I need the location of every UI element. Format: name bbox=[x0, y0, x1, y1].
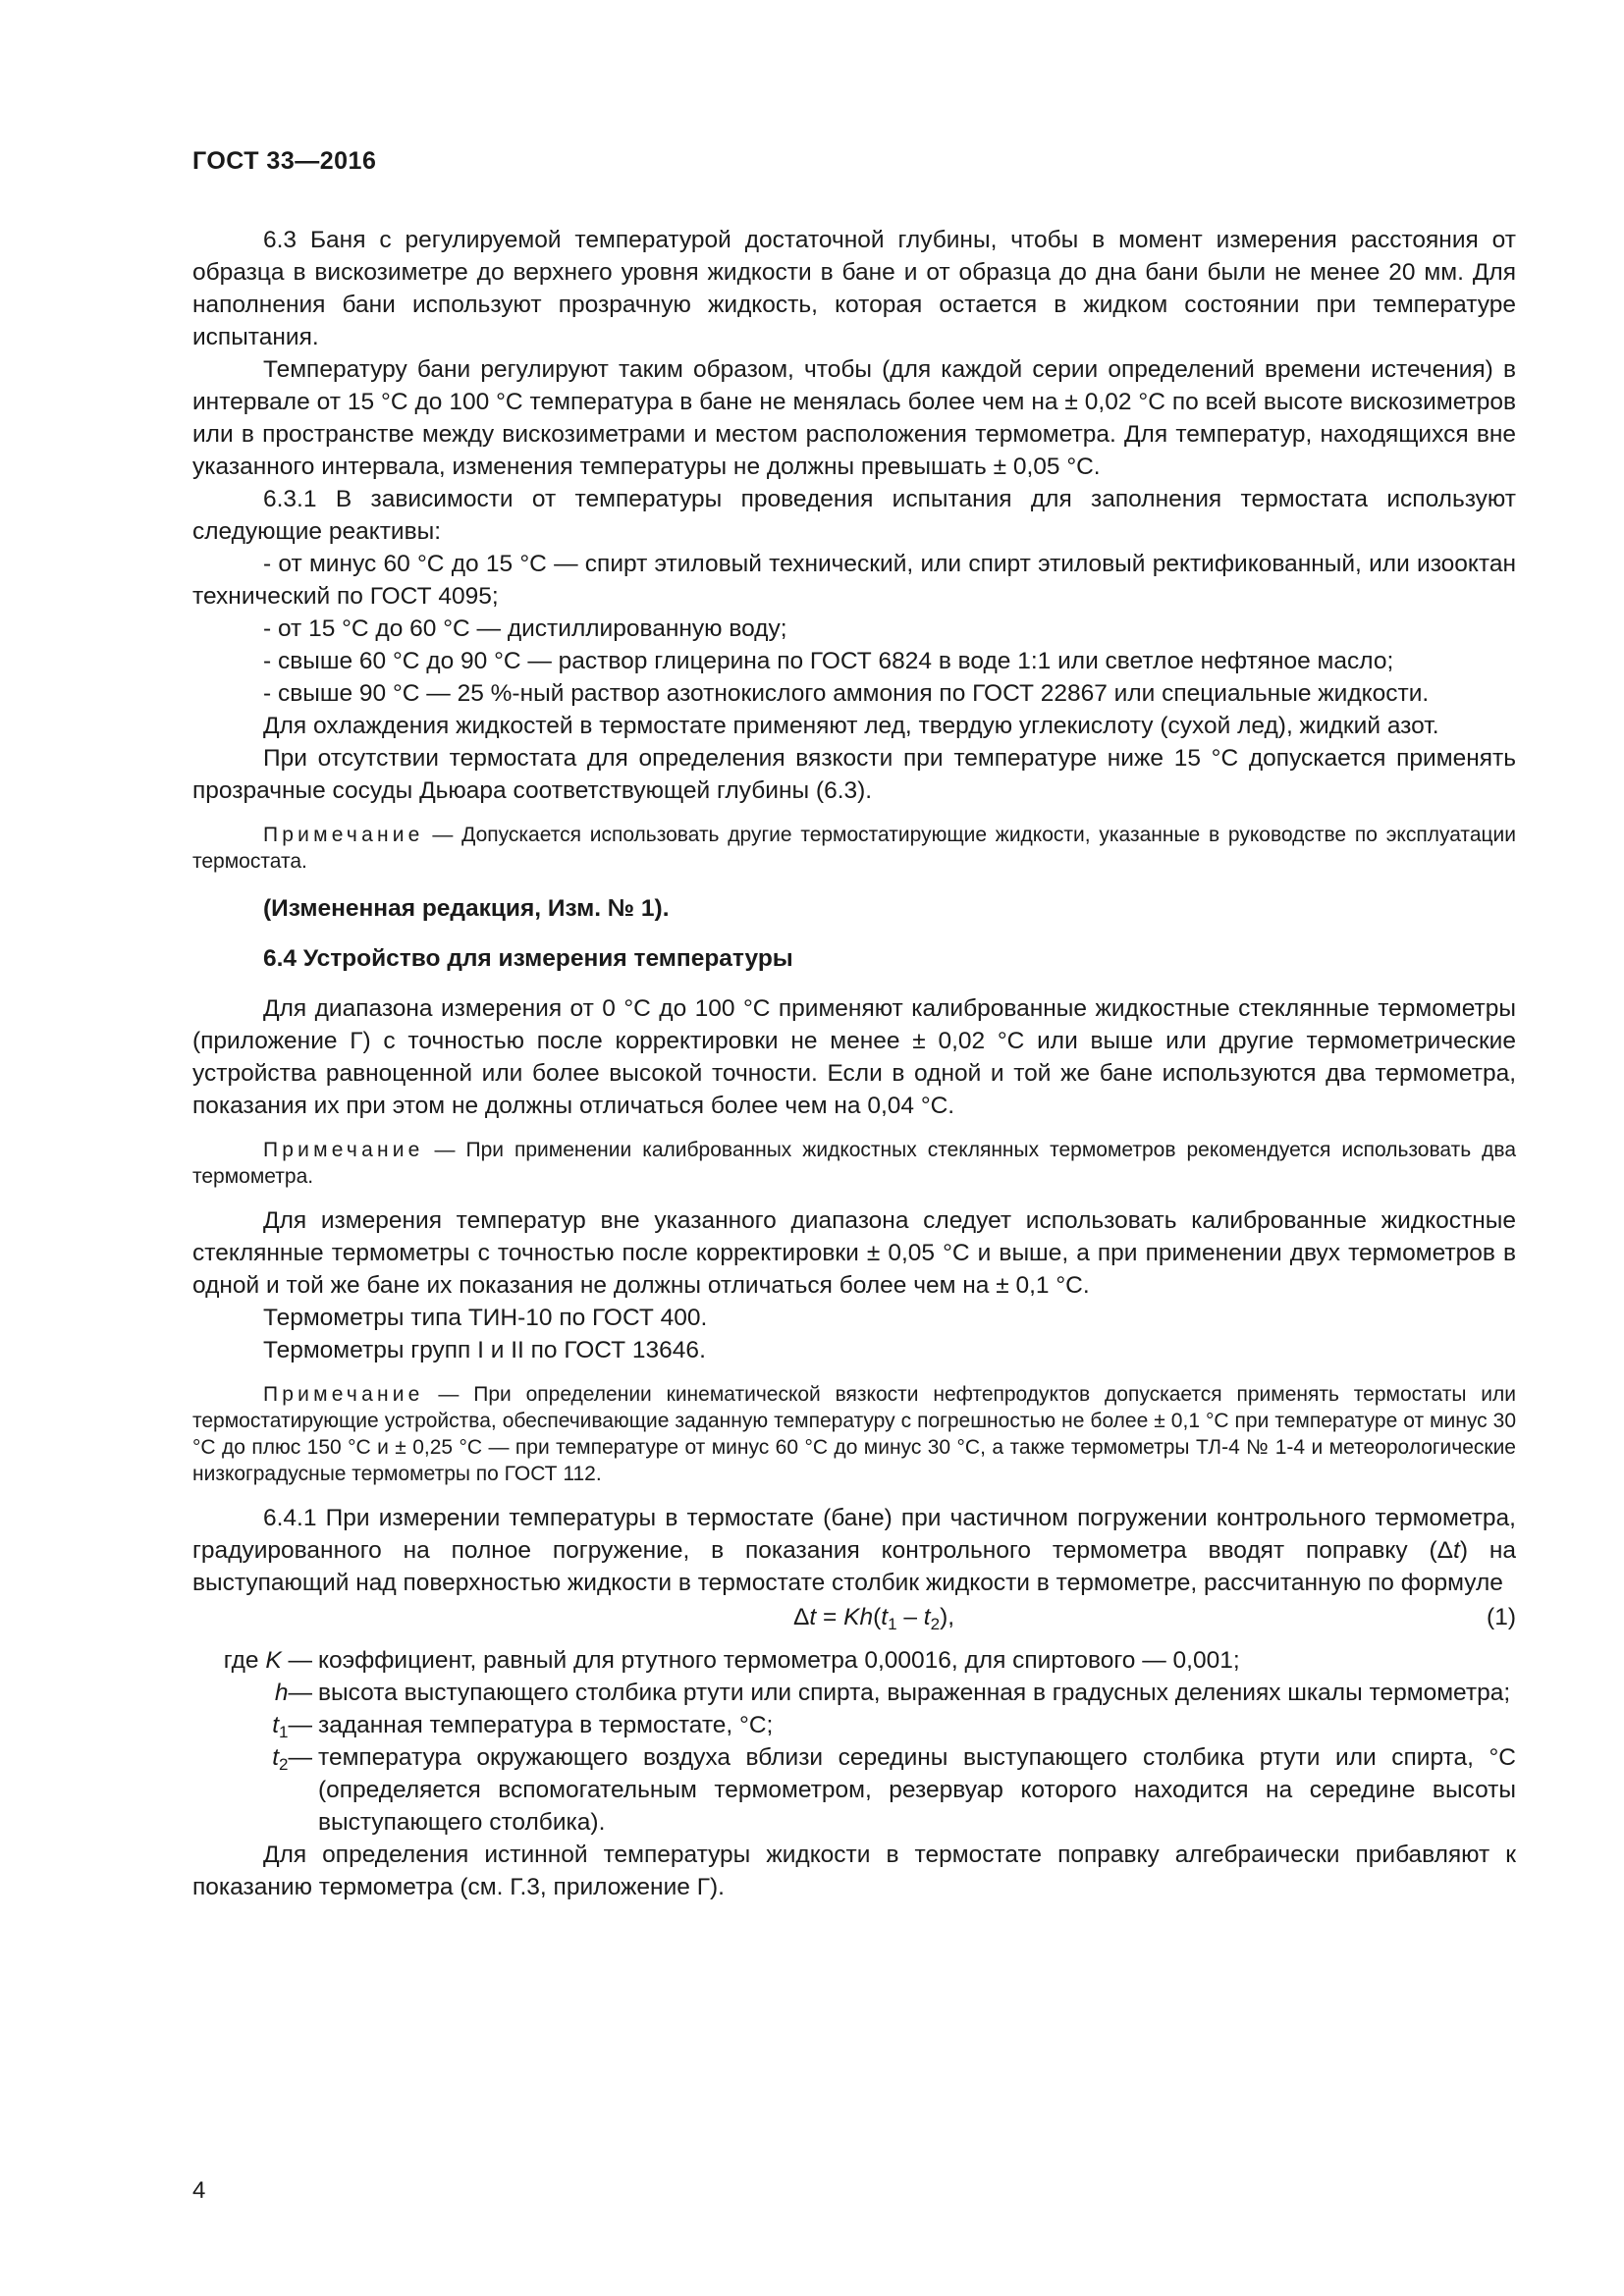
list-item: - свыше 90 °С — 25 %-ный раствор азотнокислого аммония по ГОСТ 22867 или специальные жидкости. bbox=[263, 680, 1430, 707]
formula-row bbox=[192, 1601, 1516, 1638]
variable-definitions bbox=[192, 1644, 1516, 1839]
note-text: — При применении калиброванных жидкостных стеклянных термометров рекомендуется использовать два термометра. bbox=[192, 1139, 1516, 1188]
page-number: 4 bbox=[192, 2177, 206, 2204]
list-item: - от минус 60 °С до 15 °С — спирт этиловый технический, или спирт этиловый ректификованный, или изооктан технический по ГОСТ 4095; bbox=[192, 551, 1516, 610]
definition-term: h— bbox=[274, 1680, 312, 1706]
note-heading: Примечание bbox=[263, 824, 424, 846]
definition-t2: $t_2—$ температура окружающего воздуха вблизи середины выступающего столбика ртути или спирта, °С (определяется вспомогательным термометром, резервуар которого находится на середине высоты выступающего столбика). bbox=[192, 1741, 1516, 1839]
section-6-4-heading: 6.4 Устройство для измерения температуры bbox=[263, 945, 793, 972]
note-text: — Допускается использовать другие термостатирующие жидкости, указанные в руководстве по эксплуатации термостата. bbox=[192, 824, 1516, 873]
paragraph-6-4-1: 6.4.1 При измерении температуры в термостате (бане) при частичном погружении контрольного термометра, градуированного на полное погружение, в показания контрольного термометра вводят поправку (Δt) на выступающий над поверхностью жидкости в термостате столбик жидкости в термометре, рассчитанную по формуле bbox=[192, 1505, 1517, 1596]
definition-t1: $t_1—$ заданная температура в термостате, °С; bbox=[192, 1709, 1516, 1741]
paragraph-tin-10: Термометры типа ТИН-10 по ГОСТ 400. bbox=[263, 1305, 708, 1331]
formula: $\Delta t = Kh(t_1 - t_2)$, bbox=[793, 1604, 955, 1633]
note-3 bbox=[192, 1381, 1516, 1487]
document-header: ГОСТ 33—2016 bbox=[192, 147, 377, 175]
document-body bbox=[192, 224, 1516, 1903]
definition-term: где K — bbox=[223, 1647, 312, 1674]
definition-term: $t_1—$ bbox=[272, 1712, 312, 1741]
note-heading: Примечание bbox=[263, 1383, 424, 1406]
amendment-note: (Измененная редакция, Изм. № 1). bbox=[263, 895, 670, 922]
paragraph-final: Для определения истинной температуры жидкости в термостате поправку алгебраически прибавляют к показанию термометра (см. Г.3, приложение Г). bbox=[192, 1842, 1516, 1900]
definition-h: h— высота выступающего столбика ртути или спирта, выраженная в градусных делениях шкалы термометра; bbox=[192, 1677, 1516, 1709]
note-1 bbox=[192, 822, 1516, 875]
paragraph-6-4-range: Для диапазона измерения от 0 °С до 100 °С применяют калиброванные жидкостные стеклянные термометры (приложение Г) с точностью после корректировки не менее ± 0,02 °С или выше или другие термометрические устройства равноценной или более высокой точности. Если в одной и той же бане используются два термометра, показания их при этом не должны отличаться более чем на 0,04 °С. bbox=[192, 995, 1516, 1119]
paragraph-6-3: 6.3 Баня с регулируемой температурой достаточной глубины, чтобы в момент измерения расстояния от образца в вискозиметре до верхнего уровня жидкости в бане и от образца до дна бани были не менее 20 мм. Для наполнения бани используют прозрачную жидкость, которая остается в жидком состоянии при температуре испытания. bbox=[192, 227, 1516, 350]
note-2 bbox=[192, 1137, 1516, 1190]
note-heading: Примечание bbox=[263, 1139, 424, 1161]
paragraph-groups: Термометры групп I и II по ГОСТ 13646. bbox=[263, 1337, 706, 1363]
definition-term: $t_2—$ bbox=[272, 1744, 312, 1774]
paragraph-6-4-outside-range: Для измерения температур вне указанного диапазона следует использовать калиброванные жидкостные стеклянные термометры с точностью после корректировки ± 0,05 °С и выше, а при применении двух термометров в одной и той же бане их показания не должны отличаться более чем на ± 0,1 °С. bbox=[192, 1207, 1516, 1299]
list-item: - от 15 °С до 60 °С — дистиллированную воду; bbox=[263, 615, 787, 642]
formula-number: (1) bbox=[1487, 1604, 1516, 1630]
paragraph-cooling: Для охлаждения жидкостей в термостате применяют лед, твердую углекислоту (сухой лед), жидкий азот. bbox=[263, 713, 1439, 739]
paragraph-6-3-1: 6.3.1 В зависимости от температуры проведения испытания для заполнения термостата используют следующие реактивы: bbox=[192, 486, 1516, 545]
paragraph-dewar: При отсутствии термостата для определения вязкости при температуре ниже 15 °С допускается применять прозрачные сосуды Дьюара соответствующей глубины (6.3). bbox=[192, 745, 1516, 804]
definition-k: где K — коэффициент, равный для ртутного термометра 0,00016, для спиртового — 0,001; bbox=[192, 1644, 1516, 1677]
note-text: — При определении кинематической вязкости нефтепродуктов допускается применять термостаты или термостатирующие устройства, обеспечивающие заданную температуру с погрешностью не более ± 0,1 °С при температуре от минус 30 °С до плюс 150 °С и ± 0,25 °С — при температуре от минус 60 °С до минус 30 °С, а также термометры ТЛ-4 № 1-4 и метеорологические низкоградусные термометры по ГОСТ 112. bbox=[192, 1383, 1516, 1485]
list-item: - свыше 60 °С до 90 °С — раствор глицерина по ГОСТ 6824 в воде 1:1 или светлое нефтяное масло; bbox=[263, 648, 1394, 674]
paragraph-bath-regulation: Температуру бани регулируют таким образом, чтобы (для каждой серии определений времени истечения) в интервале от 15 °С до 100 °С температура в бане не менялась более чем на ± 0,02 °С по всей высоте вискозиметров или в пространстве между вискозиметрами и местом расположения термометра. Для температур, находящихся вне указанного интервала, изменения температуры не должны превышать ± 0,05 °С. bbox=[192, 356, 1516, 480]
